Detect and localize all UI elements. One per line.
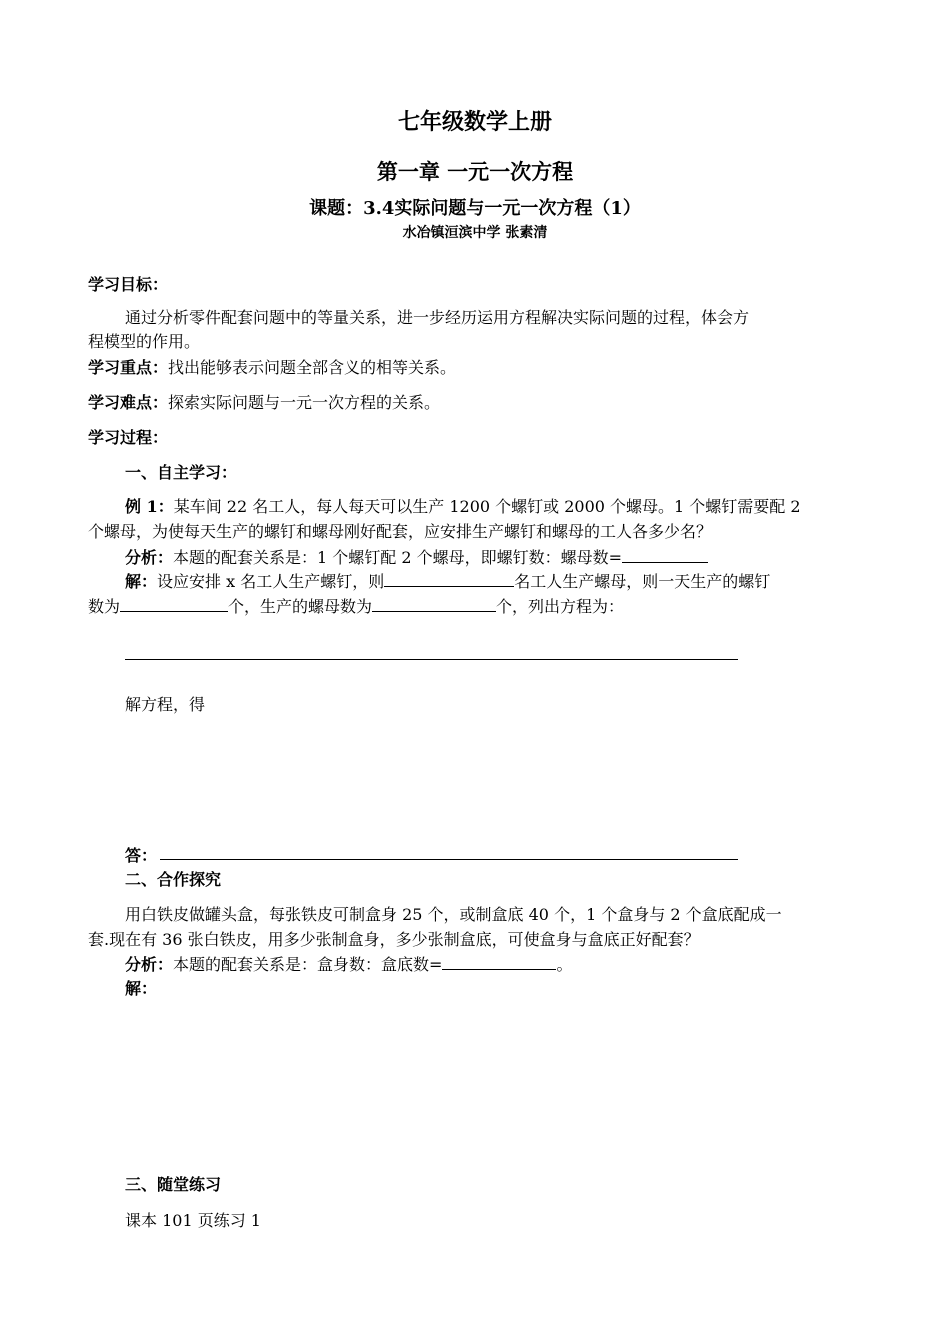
analysis-text: 本题的配套关系是：1 个螺钉配 2 个螺母，即螺钉数：螺母数= [173, 548, 623, 567]
difficulty [88, 390, 440, 413]
section2-analysis-text: 本题的配套关系是：盒身数：盒底数= [173, 955, 443, 974]
solution-text-2: 名工人生产螺母，则一天生产的螺钉 [514, 572, 771, 591]
key-point [88, 355, 456, 378]
section3-text: 课本 101 页练习 1 [125, 1211, 261, 1230]
process-label: 学习过程： [88, 428, 169, 447]
analysis-label: 分析： [125, 548, 174, 567]
example1-text-line1: 某车间 22 名工人，每人每天可以生产 1200 个螺钉或 2000 个螺母。1 个螺钉需要配 2 [173, 497, 801, 516]
example1-line1 [125, 494, 801, 517]
section2-problem-line1: 用白铁皮做罐头盒，每张铁皮可制盒身 25 个，或制盒底 40 个，1 个盒身与 2 个盒底配成一 [125, 905, 782, 924]
solution-text-5: 个，列出方程为： [496, 597, 625, 616]
solution-text-4: 个，生产的螺母数为 [228, 597, 373, 616]
section2-problem-line2: 套.现在有 36 张白铁皮，用多少张制盒身，多少张制盒底，可使盒身与盒底正好配套？ [88, 930, 700, 949]
key-point-label: 学习重点： [88, 358, 169, 377]
goals-label: 学习目标： [88, 275, 169, 294]
answer-label: 答： [125, 846, 158, 865]
section3-heading: 三、随堂练习 [125, 1175, 222, 1194]
example1-solution-line1 [125, 569, 770, 592]
section2-analysis-label: 分析： [125, 955, 174, 974]
example1-solution-line2 [88, 594, 624, 617]
book-title: 七年级数学上册 [397, 109, 552, 135]
solution-label: 解： [125, 572, 158, 591]
example1-analysis [125, 545, 708, 568]
ratio-blank[interactable] [622, 547, 708, 563]
section2-analysis [125, 952, 572, 975]
screw-count-blank[interactable] [120, 596, 228, 612]
example1-label: 例 1： [125, 497, 174, 516]
example1-line2: 个螺母，为使每天生产的螺钉和螺母刚好配套，应安排生产螺钉和螺母的工人各多少名？ [88, 522, 713, 541]
topic-title: 课题：3.4实际问题与一元一次方程（1） [309, 198, 641, 219]
difficulty-label: 学习难点： [88, 393, 169, 412]
goals-text-line1: 通过分析零件配套问题中的等量关系，进一步经历运用方程解决实际问题的过程，体会方 [125, 308, 750, 327]
solution-text-3: 数为 [88, 597, 121, 616]
goals-text-line2: 程模型的作用。 [88, 332, 201, 351]
section1-heading: 一、自主学习： [125, 463, 238, 482]
nut-workers-blank[interactable] [384, 571, 514, 587]
author: 水冶镇洹滨中学 张素清 [402, 225, 548, 241]
nut-count-blank[interactable] [372, 596, 496, 612]
section2-solution-label: 解： [125, 979, 158, 998]
box-ratio-blank[interactable] [442, 954, 556, 970]
section2-heading: 二、合作探究 [125, 870, 222, 889]
equation-line[interactable] [125, 659, 738, 660]
solve-text: 解方程，得 [125, 695, 206, 714]
difficulty-text: 探索实际问题与一元一次方程的关系。 [168, 393, 441, 412]
answer-line[interactable] [160, 859, 738, 860]
solution-text-1: 设应安排 x 名工人生产螺钉，则 [157, 572, 385, 591]
key-point-text: 找出能够表示问题全部含义的相等关系。 [168, 358, 457, 377]
section2-analysis-end: 。 [556, 955, 573, 974]
chapter-title: 第一章 一元一次方程 [376, 159, 574, 184]
